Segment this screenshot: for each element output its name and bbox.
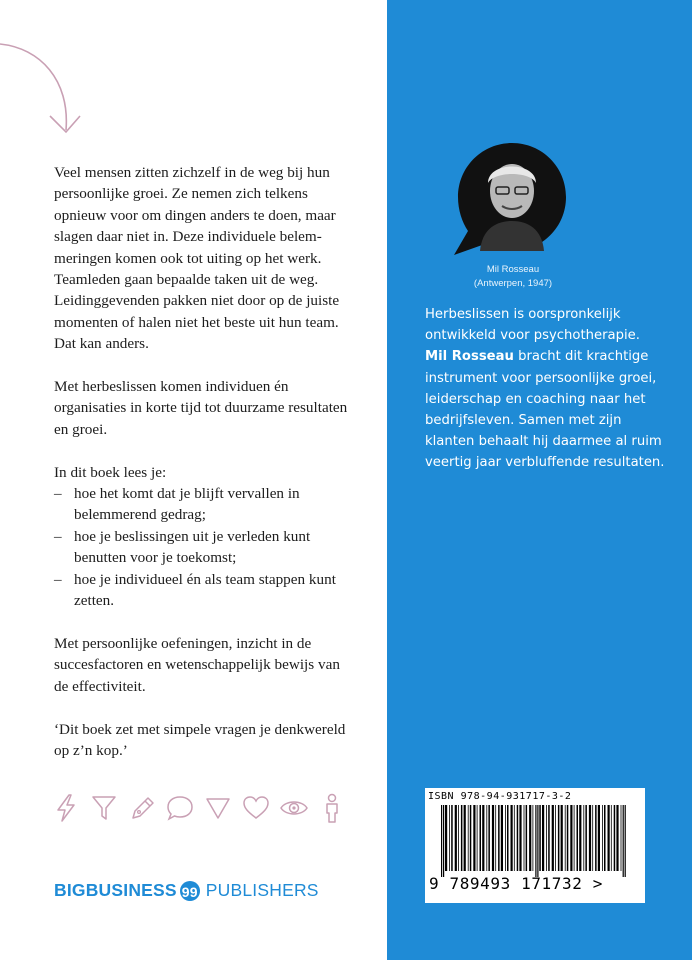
back-cover-text xyxy=(54,162,354,783)
person-icon xyxy=(318,793,346,823)
filter-icon xyxy=(90,793,118,823)
list-item: – hoe het komt dat je blijft vervallen in belemmerend gedrag; xyxy=(54,485,300,524)
triangle-icon xyxy=(204,793,232,823)
speech-bubble-icon xyxy=(166,793,194,823)
closing-paragraph: Met persoonlijke oefeningen, inzicht in de succesfactoren en wetenschappelijk bewijs van de effectiviteit. xyxy=(54,634,340,695)
portrait-bubble xyxy=(450,143,580,268)
list-item: – hoe je individueel én als team stappen kunt zetten. xyxy=(54,570,336,610)
author-bio: Herbeslissen is oorspronkelijk ontwikkeld voor psychotherapie. Mil Rosseau bracht dit krachtige instrument voor persoonlijke groei, leiderschap en coaching naar het bedrijfsleven. Samen met zijn klanten behaalt hij daarmee al ruim veertig jaar verbluffende resultaten. xyxy=(425,307,665,471)
isbn-label: ISBN 978-94-931717-3-2 xyxy=(428,791,572,802)
herbeslissen-paragraph: Met herbeslissen komen individuen én organisaties in korte tijd tot duurzame resultaten en groei. xyxy=(54,378,348,438)
author-name: Mil Rosseau xyxy=(486,264,540,275)
heart-icon xyxy=(242,793,270,823)
pencil-icon xyxy=(128,793,156,823)
list-item: – hoe je beslissingen uit je verleden kunt benutten voor je toekomst; xyxy=(54,527,311,567)
curved-arrow-icon xyxy=(0,30,90,140)
author-caption xyxy=(413,263,613,291)
author-origin: (Antwerpen, 1947) xyxy=(473,278,553,289)
publisher-mark: 99 xyxy=(180,881,200,901)
publisher-name-bold: BIGBUSINESS xyxy=(54,880,177,900)
lightning-icon xyxy=(52,793,80,823)
intro-paragraph: Veel mensen zitten zichzelf in de weg bij hun persoonlijke groei. Ze nemen zich telkens opnieuw voor om dingen anders te doen, maar slagen daar niet in. Deze individuele belemmeringen komen ook tot uiting op het werk. Teamleden gaan bepaalde taken uit de weg. Leidinggevenden pakken niet door op de juiste momenten of halen niet het beste uit hun team. Dat kan anders. xyxy=(54,164,340,353)
author-portrait xyxy=(458,143,566,251)
icon-row xyxy=(52,793,346,823)
barcode-bars xyxy=(435,805,635,877)
barcode-digits: 9 789493 171732 > xyxy=(429,874,603,893)
bio-author-name: Mil Rosseau xyxy=(425,349,514,365)
list-intro: In dit boek lees je: xyxy=(54,463,167,481)
eye-icon xyxy=(280,793,308,823)
quote: ‘Dit boek zet met simpele vragen je denkwereld op z’n kop.’ xyxy=(54,720,346,759)
barcode xyxy=(425,788,645,903)
publisher-logo xyxy=(54,880,319,901)
publisher-name-light: PUBLISHERS xyxy=(205,880,319,900)
bullet-list xyxy=(54,483,354,611)
